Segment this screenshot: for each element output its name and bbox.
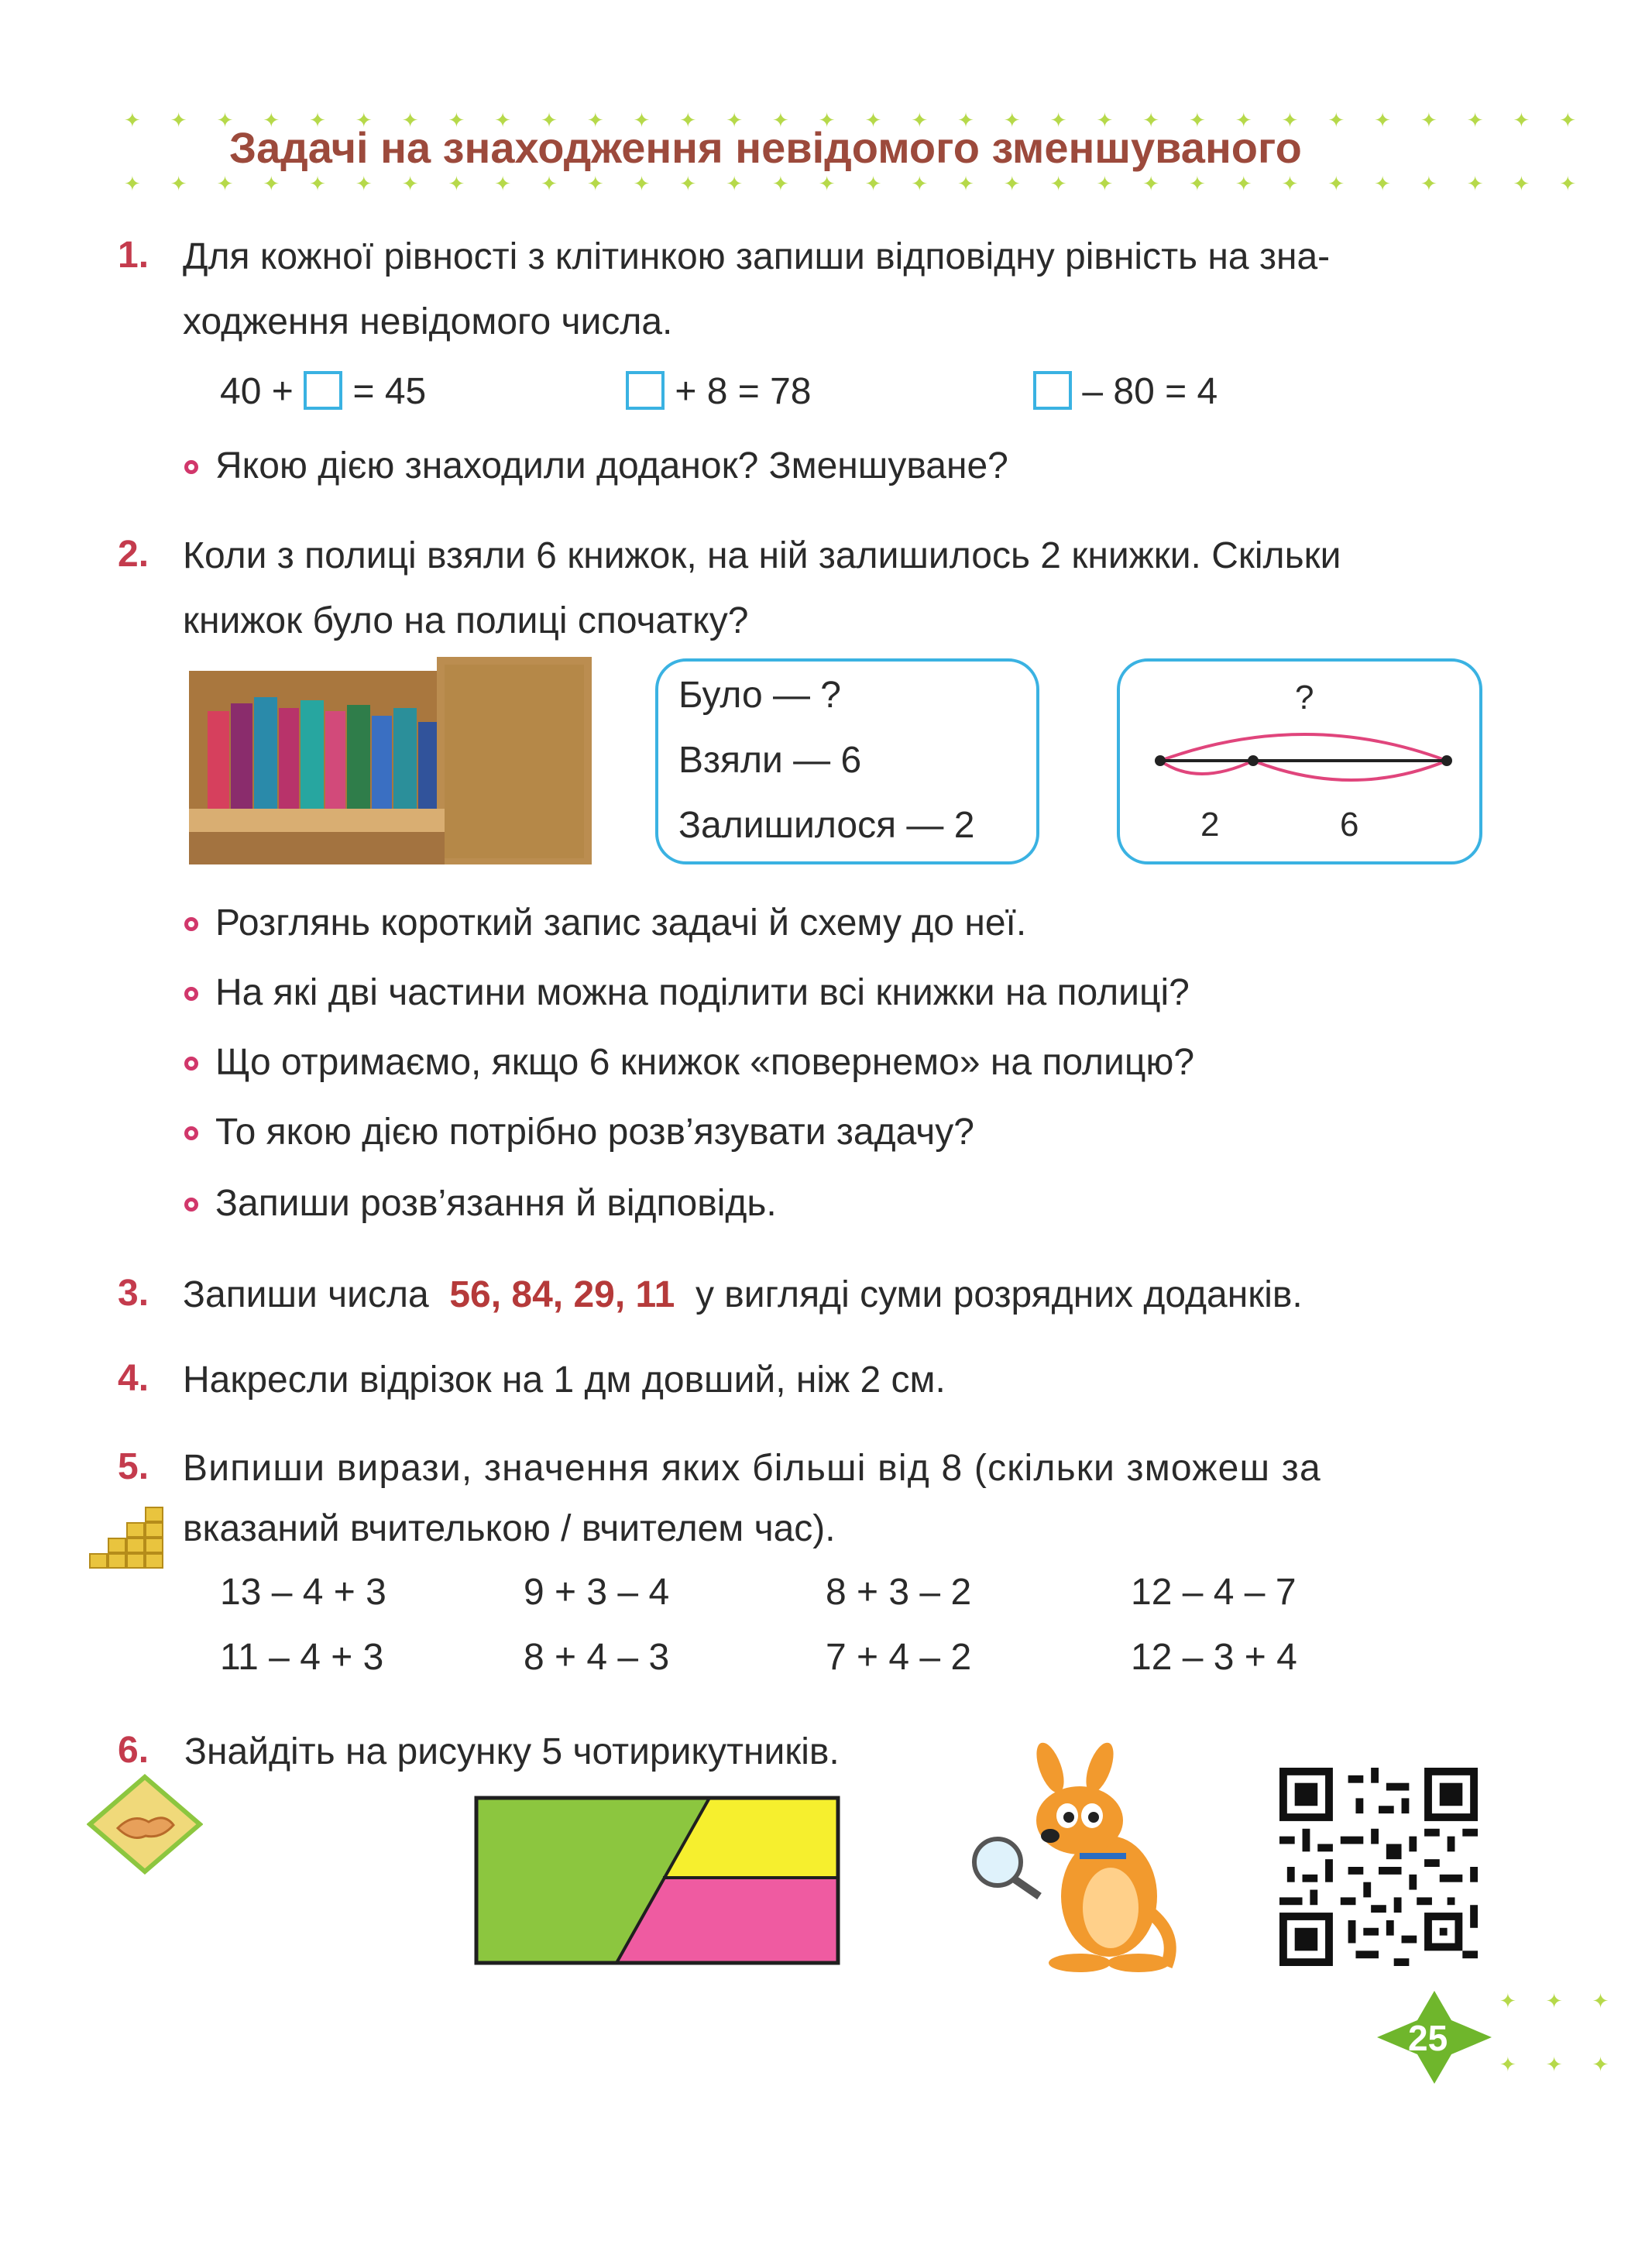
- expression: 12 – 3 + 4: [1131, 1637, 1297, 1678]
- task-number: 1.: [118, 235, 149, 276]
- scheme-label-part: 2: [1200, 806, 1220, 844]
- record-line: Було — ?: [678, 675, 841, 716]
- bullet: [184, 1057, 198, 1071]
- question-text: Розглянь короткий запис задачі й схему до неї.: [215, 902, 1027, 943]
- expression: 12 – 4 – 7: [1131, 1572, 1297, 1613]
- task-text: вказаний вчителькою / вчителем час).: [183, 1508, 836, 1549]
- expression: 8 + 4 – 3: [524, 1637, 670, 1678]
- record-line: Залишилося — 2: [678, 805, 975, 846]
- scheme-label-part: 6: [1340, 806, 1359, 844]
- task-number: 3.: [118, 1273, 149, 1314]
- page-number: 25: [1408, 2018, 1448, 2058]
- page-title: Задачі на знаходження невідомого зменшуваного: [229, 123, 1302, 172]
- decor-stars-corner: ✦✦✦: [1499, 1989, 1639, 2012]
- task-text: Випиши вирази, значення яких більші від 8 (скільки зможеш за: [183, 1448, 1321, 1489]
- task-text: Для кожної рівності з клітинкою запиши відповідну рівність на зна-: [183, 236, 1331, 277]
- answer-box[interactable]: [304, 371, 342, 410]
- expression: 11 – 4 + 3: [220, 1637, 384, 1678]
- task-text: Коли з полиці взяли 6 книжок, на ній залишилось 2 книжки. Скільки: [183, 535, 1341, 576]
- question-text: Що отримаємо, якщо 6 книжок «повернемо» на полицю?: [215, 1042, 1195, 1083]
- task-number: 2.: [118, 534, 149, 575]
- task-number: 4.: [118, 1358, 149, 1399]
- question-text: Запиши розв’язання й відповідь.: [215, 1183, 777, 1224]
- expression: 8 + 3 – 2: [826, 1572, 972, 1613]
- equation: + 8 = 78: [626, 359, 812, 424]
- bullet: [184, 460, 198, 474]
- task-text: Знайдіть на рисунку 5 чотирикутників.: [184, 1731, 840, 1772]
- question-text: Якою дією знаходили доданок? Зменшуване?: [215, 445, 1008, 486]
- task-text: книжок було на полиці спочатку?: [183, 600, 749, 641]
- equation: – 80 = 4: [1033, 359, 1218, 424]
- task-text: ходження невідомого числа.: [183, 301, 673, 342]
- task-text: Запиши числа 56, 84, 29, 11 у вигляді суми розрядних доданків.: [183, 1274, 1303, 1315]
- answer-box[interactable]: [626, 371, 665, 410]
- bullet: [184, 917, 198, 931]
- expression: 9 + 3 – 4: [524, 1572, 670, 1613]
- scheme-card: [1117, 658, 1482, 864]
- qr-code[interactable]: [1278, 1768, 1479, 1966]
- task-number: 5.: [118, 1446, 149, 1487]
- equation: 40 + = 45: [220, 371, 427, 412]
- task-number: 6.: [118, 1730, 149, 1771]
- handshake-badge-icon: [87, 1774, 203, 1875]
- highlighted-numbers: 56, 84, 29, 11: [449, 1274, 675, 1315]
- bullet: [184, 987, 198, 1001]
- bullet: [184, 1198, 198, 1212]
- kangaroo-magnifier-illustration: [963, 1741, 1180, 1974]
- decor-stars-top: ✦✦✦✦✦✦✦✦✦✦✦✦✦✦✦✦✦✦✦✦✦✦✦✦✦✦✦✦✦✦✦✦: [124, 108, 1606, 132]
- record-line: Взяли — 6: [678, 740, 862, 781]
- difficulty-stairs-icon: [87, 1497, 167, 1572]
- decor-stars-corner: ✦✦✦: [1499, 2053, 1639, 2076]
- decor-stars-bottom: ✦✦✦✦✦✦✦✦✦✦✦✦✦✦✦✦✦✦✦✦✦✦✦✦✦✦✦✦✦✦✦✦: [124, 172, 1606, 195]
- short-record-card: [655, 658, 1039, 864]
- question-text: То якою дією потрібно розв’язувати задачу?: [215, 1112, 974, 1153]
- question-text: На які дві частини можна поділити всі книжки на полиці?: [215, 972, 1190, 1013]
- expression: 7 + 4 – 2: [826, 1637, 972, 1678]
- bullet: [184, 1126, 198, 1140]
- task-text: Накресли відрізок на 1 дм довший, ніж 2 см.: [183, 1359, 946, 1401]
- scheme-label-total: ?: [1295, 679, 1314, 717]
- expression: 13 – 4 + 3: [220, 1572, 386, 1613]
- quadrilaterals-figure: [474, 1796, 843, 1968]
- bookshelf-illustration: [189, 657, 592, 864]
- answer-box[interactable]: [1033, 371, 1072, 410]
